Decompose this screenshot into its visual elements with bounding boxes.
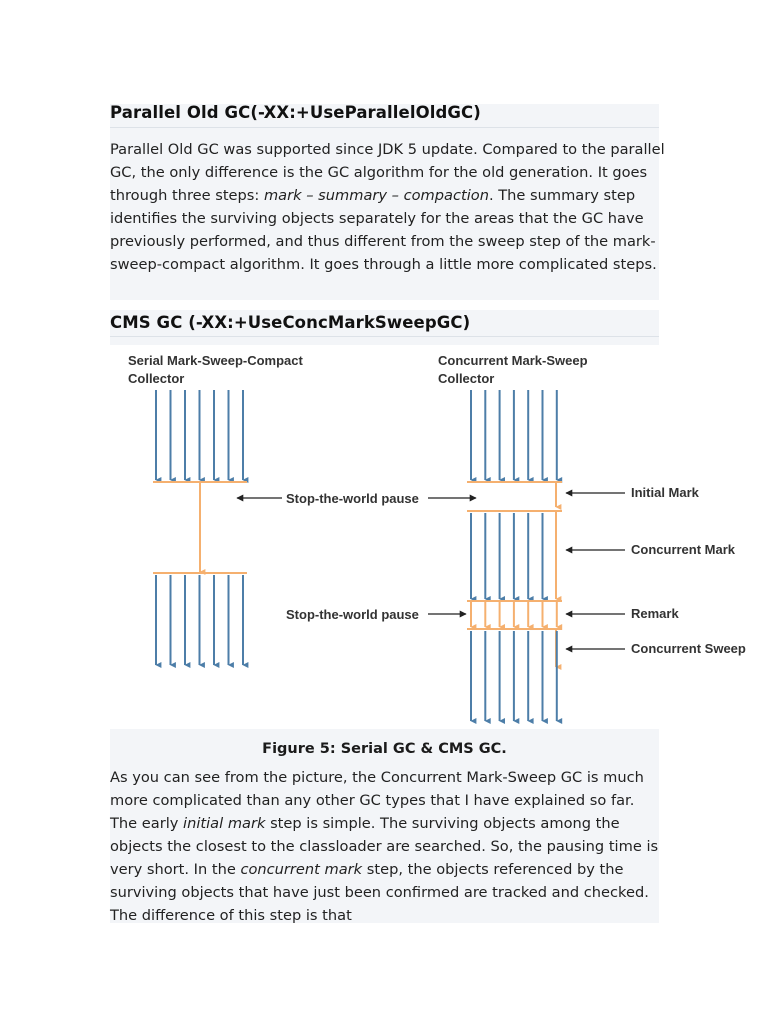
figure-caption: Figure 5: Serial GC & CMS GC.	[262, 741, 507, 757]
text-run: concurrent mark	[240, 861, 363, 878]
pause-label-2: Stop-the-world pause	[286, 607, 419, 622]
pause-label-1: Stop-the-world pause	[286, 491, 419, 506]
cms-remark-threads	[471, 602, 557, 627]
serial-collector-title-line2: Collector	[128, 371, 185, 386]
phase-label-concurrent-mark: Concurrent Mark	[631, 542, 736, 557]
cms-concurrent-mark-threads	[471, 513, 543, 599]
text-run: . The summary step identifies the surviving objects separately for the areas that the GC have previously performed, and thus different from the sweep step of the mark-sweep-compact algorithm. It goes through a little more complicated steps.	[110, 187, 657, 273]
phase-label-concurrent-sweep: Concurrent Sweep	[631, 641, 746, 656]
text-run: step is simple. The surviving objects among the objects the closest to the classloader are searched. So, the pausing time is very short. In the	[110, 815, 659, 878]
serial-young-threads	[156, 390, 243, 480]
section1-heading: Parallel Old GC(-XX:+UseParallelOldGC)	[110, 103, 659, 128]
text-run: mark – summary – compaction	[263, 187, 489, 204]
section1-paragraph	[110, 138, 665, 276]
phase-label-initial-mark: Initial Mark	[631, 485, 699, 500]
phase-label-remark: Remark	[631, 606, 679, 621]
text-run: step, the objects referenced by the surviving objects that have just been confirmed are tracked and checked. The difference of this step is that	[110, 861, 649, 924]
text-run: As you can see from the picture, the Concurrent Mark-Sweep GC is much more complicated than any other GC types that I have explained so far. The early	[110, 769, 644, 832]
text-run: Parallel Old GC was supported since JDK 5 update. Compared to the parallel GC, the only difference is the GC algorithm for the old generation. It goes through three steps:	[110, 141, 665, 204]
gc-comparison-diagram	[110, 345, 760, 730]
cms-collector-title-line1: Concurrent Mark-Sweep	[438, 353, 588, 368]
text-run: initial mark	[183, 815, 266, 832]
serial-collector-title-line1: Serial Mark-Sweep-Compact	[128, 353, 303, 368]
cms-collector-title-line2: Collector	[438, 371, 495, 386]
cms-young-threads	[471, 390, 557, 480]
section2-heading: CMS GC (-XX:+UseConcMarkSweepGC)	[110, 313, 659, 337]
cms-paragraph	[110, 766, 665, 927]
cms-resumed-threads	[471, 631, 557, 721]
serial-resumed-threads	[156, 575, 243, 665]
